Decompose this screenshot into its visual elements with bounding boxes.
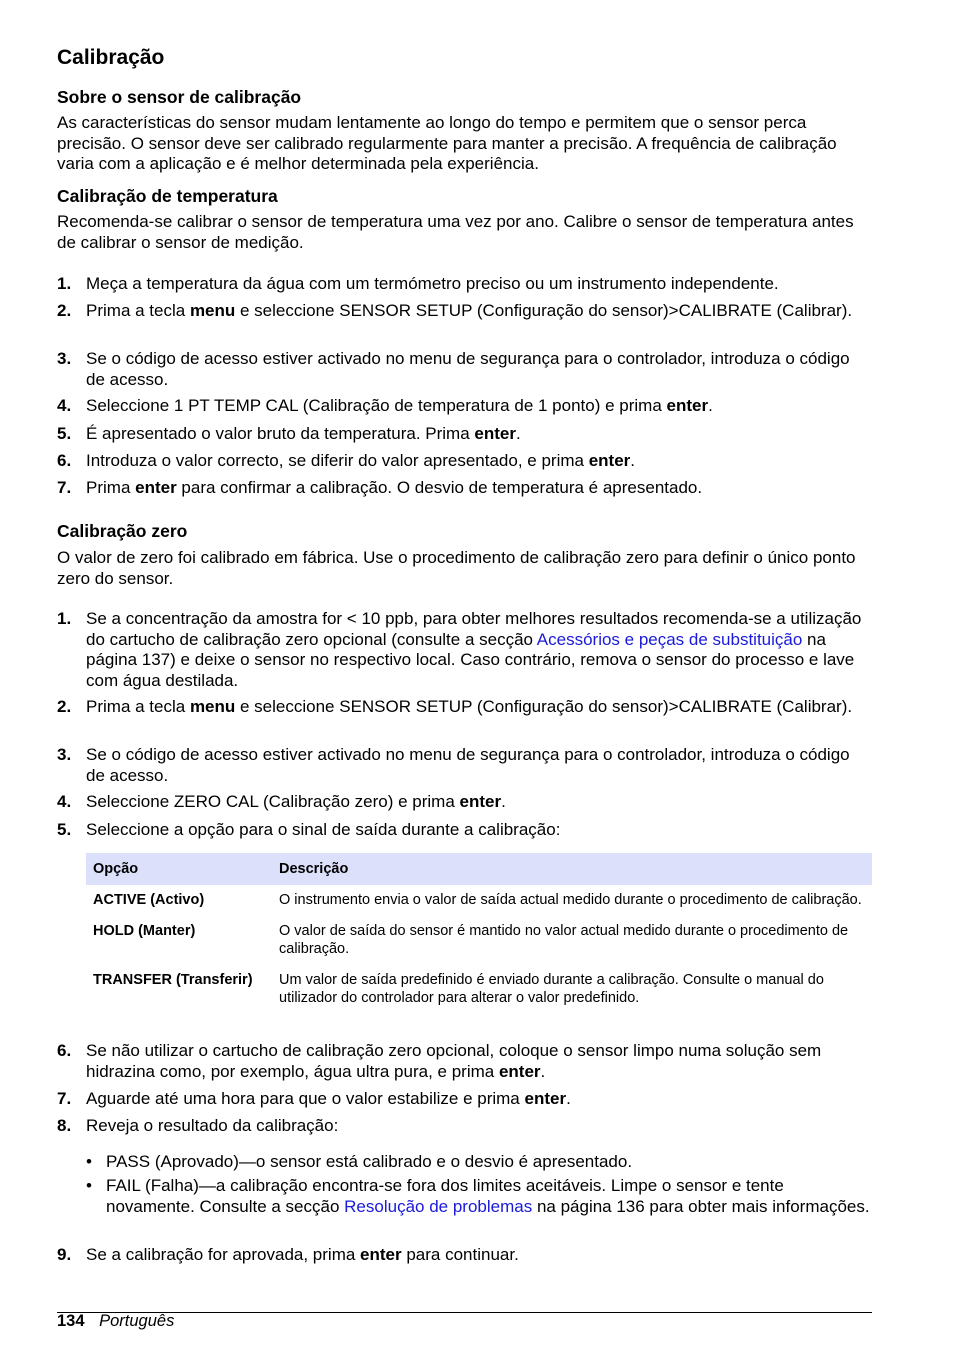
temp-step: 5. É apresentado o valor bruto da temperatura. Prima enter.	[57, 424, 521, 443]
enter-key: enter	[474, 424, 516, 443]
accessories-link[interactable]: Acessórios e peças de substituição	[536, 629, 803, 649]
page-footer	[57, 1312, 174, 1331]
table-header-row	[86, 853, 872, 885]
column-header-option: Opção	[86, 853, 272, 885]
zero-step: 7. Aguarde até uma hora para que o valor estabilize e prima enter.	[57, 1089, 571, 1108]
enter-key: enter	[498, 1061, 541, 1081]
column-header-description: Descrição	[272, 853, 872, 885]
about-heading: Sobre o sensor de calibração	[57, 87, 302, 107]
table-row: ACTIVE (Activo) O instrumento envia o valor de saída actual medido durante o procedimento de calibração.	[93, 892, 862, 908]
table-row: TRANSFER (Transferir) Um valor de saída predefinido é enviado durante a calibração. Consulte o manual do utilizador do controlador para alterar o valor predefinido.	[93, 972, 824, 1006]
options-table	[86, 853, 872, 1014]
zero-step: 3. Se o código de acesso estiver activado no menu de segurança para o controlador, introduza o código de acesso.	[57, 745, 850, 785]
enter-key: enter	[360, 1245, 402, 1264]
zero-step: 1. Se a concentração da amostra for < 10 ppb, para obter melhores resultados recomenda-se a utilização do cartucho de calibração zero opcional (consulte a secção Acessórios e peças de substituição na página 137) e deixe o sensor no respectivo local. Caso contrário, remova o sensor do processo e lave com água destilada.	[57, 609, 862, 690]
page-number: 134	[57, 1312, 85, 1330]
enter-key: enter	[666, 396, 709, 415]
enter-key: enter	[524, 1089, 567, 1108]
zero-step: 6. Se não utilizar o cartucho de calibração zero opcional, coloque o sensor limpo numa solução sem hidrazina como, por exemplo, água ultra pura, e prima enter.	[57, 1041, 822, 1081]
footer-divider	[57, 1312, 872, 1313]
temp-step: 3. Se o código de acesso estiver activado no menu de segurança para o controlador, introduza o código de acesso.	[57, 349, 850, 389]
page-title: Calibração	[57, 46, 165, 69]
menu-key: menu	[189, 301, 236, 320]
menu-key: menu	[189, 697, 236, 716]
bullet-icon: •	[86, 1152, 92, 1171]
temp-heading: Calibração de temperatura	[57, 186, 278, 206]
result-bullet: • PASS (Aprovado)—o sensor está calibrado e o desvio é apresentado.	[86, 1152, 633, 1171]
zero-heading: Calibração zero	[57, 521, 188, 541]
table-row: HOLD (Manter) O valor de saída do sensor é mantido no valor actual medido durante o procedimento de calibração.	[93, 923, 849, 957]
enter-key: enter	[135, 478, 177, 497]
result-bullet: • FAIL (Falha)—a calibração encontra-se fora dos limites aceitáveis. Limpe o sensor e tente novamente. Consulte a secção Resolução de problemas na página 136 para obter mais informações.	[86, 1176, 870, 1216]
troubleshooting-link[interactable]: Resolução de problemas	[344, 1196, 533, 1216]
bullet-icon: •	[86, 1176, 92, 1195]
enter-key: enter	[588, 451, 631, 470]
about-text: As características do sensor mudam lentamente ao longo do tempo e permitem que o sensor perca precisão. O sensor deve ser calibrado regularmente para manter a precisão. A frequência de calibração varia com a aplicação e é melhor determinada pela experiência.	[57, 113, 837, 173]
zero-step: 8. Reveja o resultado da calibração:	[57, 1116, 339, 1135]
zero-step: 9. Se a calibração for aprovada, prima enter para continuar.	[57, 1245, 519, 1264]
footer-language: Português	[99, 1312, 175, 1330]
zero-step: 4. Seleccione ZERO CAL (Calibração zero) e prima enter.	[57, 792, 506, 811]
enter-key: enter	[459, 792, 502, 811]
temp-step: 2. Prima a tecla menu e seleccione SENSOR SETUP (Configuração do sensor)>CALIBRATE (Calibrar).	[57, 301, 853, 320]
zero-step: 2. Prima a tecla menu e seleccione SENSOR SETUP (Configuração do sensor)>CALIBRATE (Calibrar).	[57, 697, 853, 716]
zero-text: O valor de zero foi calibrado em fábrica. Use o procedimento de calibração zero para definir o único ponto zero do sensor.	[57, 548, 856, 588]
temp-text: Recomenda-se calibrar o sensor de temperatura uma vez por ano. Calibre o sensor de temperatura antes de calibrar o sensor de medição.	[57, 212, 854, 252]
temp-step: 6. Introduza o valor correcto, se diferir do valor apresentado, e prima enter.	[57, 451, 636, 470]
temp-step: 7. Prima enter para confirmar a calibração. O desvio de temperatura é apresentado.	[57, 478, 703, 497]
temp-step: 4. Seleccione 1 PT TEMP CAL (Calibração de temperatura de 1 ponto) e prima enter.	[57, 396, 713, 415]
zero-step: 5. Seleccione a opção para o sinal de saída durante a calibração:	[57, 820, 561, 839]
temp-step: 1. Meça a temperatura da água com um termómetro preciso ou um instrumento independente.	[57, 274, 779, 293]
